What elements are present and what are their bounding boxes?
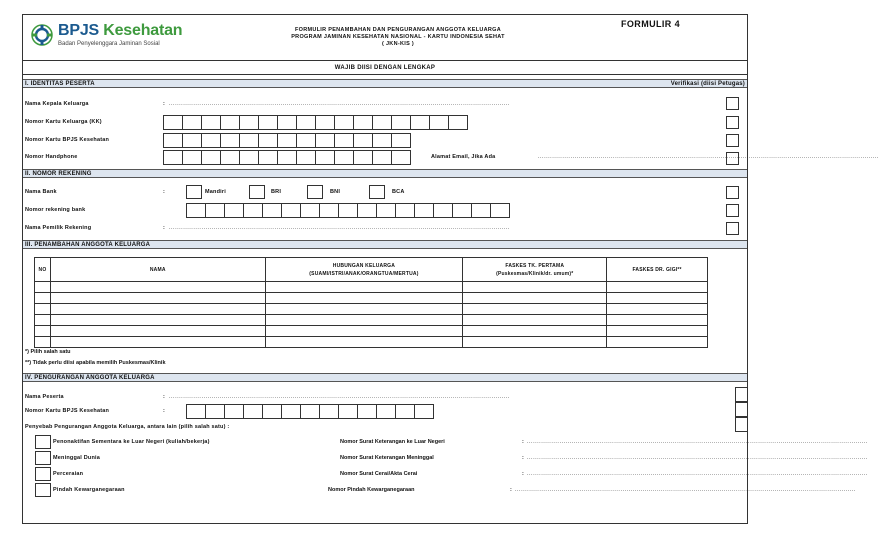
col-faskes-sub: (Puskesmas/Klinik/dr. umum)* [496,270,574,277]
label-phone: Nomor Handphone [25,154,78,160]
phone-input[interactable] [163,150,410,165]
col-nama: NAMA [50,258,265,282]
verify-checkbox-9[interactable] [735,402,748,417]
section-rekening-header [23,169,747,178]
logo-brand-kesehatan: Kesehatan [103,22,183,39]
title-line-2: PROGRAM JAMINAN KESEHATAN NASIONAL - KARTU INDONESIA SEHAT [291,34,505,40]
colon: : [510,487,513,493]
colon: : [163,101,166,107]
table-row [35,282,708,293]
table-row [35,337,708,348]
mandatory-notice: WAJIB DIISI DENGAN LENGKAP [23,61,747,75]
section-identitas-header [23,79,747,88]
bpjs-logo [31,22,181,56]
reason-divorce-doc-label: Nomor Surat Cerai/Akta Cerai [340,471,418,477]
col-hubungan-title: HUBUNGAN KELUARGA [332,262,396,269]
reason-abroad-doc-field[interactable]: ........................................................................................................................................................................ [527,439,868,445]
form-header [23,15,747,61]
col-no: NO [35,258,51,282]
reason-death-doc-label: Nomor Surat Keterangan Meninggal [340,455,434,461]
bpjs-emblem-icon [31,24,53,46]
colon: : [522,439,525,445]
colon: : [163,225,166,231]
label-bank: Nama Bank [25,189,57,195]
bank-option-bri-checkbox[interactable] [249,185,265,199]
document-title [253,27,543,48]
verify-checkbox-10[interactable] [735,417,748,432]
col-hubungan-sub: (SUAMI/ISTRI/ANAK/ORANGTUA/MERTUA) [309,270,419,277]
title-line-1: FORMULIR PENAMBAHAN DAN PENGURANGAN ANGGOTA KELUARGA [294,27,502,33]
verify-checkbox-6[interactable] [726,204,739,217]
bank-option-bca-label: BCA [392,189,405,195]
bank-option-bni-checkbox[interactable] [307,185,323,199]
section-pengurangan-title: IV. PENGURANGAN ANGGOTA KELUARGA [25,375,155,381]
verify-checkbox-1[interactable] [726,97,739,110]
label-account-owner: Nama Pemilik Rekening [25,225,92,231]
note-pick-one: *) Pilih salah satu [25,349,71,355]
col-hubungan [265,258,463,282]
logo-brand [58,22,182,40]
section-rekening-title: II. NOMOR REKENING [25,171,92,177]
logo-brand-bpjs: BPJS [58,22,99,39]
verify-checkbox-3[interactable] [726,134,739,147]
title-line-3: ( JKN-KIS ) [381,41,415,47]
col-gigi: FASKES DR. GIGI** [607,258,708,282]
reason-death-doc-field[interactable]: ........................................................................................................................................................................ [527,455,868,461]
verification-label: Verifikasi (diisi Petugas) [670,81,745,87]
table-row [35,315,708,326]
member-name-field[interactable]: ........................................................................................................................................................................ [169,394,510,400]
section-identitas-title: I. IDENTITAS PESERTA [25,81,95,87]
head-of-family-field[interactable]: ........................................................................................................................................................................ [169,101,510,107]
label-email: Alamat Email, Jika Ada [431,154,496,160]
section-pengurangan-header [23,373,747,382]
bank-option-bca-checkbox[interactable] [369,185,385,199]
form-number: FORMULIR 4 [621,19,680,29]
account-owner-field[interactable]: ........................................................................................................................................................................ [169,225,510,231]
note-dentist: **) Tidak perlu diisi apabila memilih Puskesmas/Klinik [25,360,166,366]
verify-checkbox-8[interactable] [735,387,748,402]
bpjs-card-input[interactable] [163,133,410,148]
label-member-name: Nama Peserta [25,394,64,400]
family-card-input[interactable] [163,115,467,130]
reason-divorce-label: Perceraian [53,471,84,477]
reason-death-checkbox[interactable] [35,451,51,465]
label-account-number: Nomor rekening bank [25,207,86,213]
colon: : [163,408,166,414]
bank-option-mandiri-checkbox[interactable] [186,185,202,199]
reason-citizenship-doc-field[interactable]: ........................................................................................................................................................................ [515,487,856,493]
table-row [35,326,708,337]
reason-abroad-label: Penonaktifan Sementara ke Luar Negeri (kuliah/bekerja) [53,439,210,445]
col-faskes [463,258,607,282]
reason-death-label: Meninggal Dunia [53,455,100,461]
add-members-table [34,257,708,348]
table-row [35,293,708,304]
label-bpjs-card: Nomor Kartu BPJS Kesehatan [25,137,110,143]
label-family-card: Nomor Kartu Keluarga (KK) [25,119,102,125]
label-member-bpjs-card: Nomor Kartu BPJS Kesehatan [25,408,110,414]
bank-option-mandiri-label: Mandiri [205,189,226,195]
colon: : [163,394,166,400]
verify-checkbox-7[interactable] [726,222,739,235]
reason-divorce-doc-field[interactable]: ........................................................................................................................................................................ [527,471,868,477]
colon: : [522,471,525,477]
col-faskes-title: FASKES TK. PERTAMA [505,262,565,269]
colon: : [163,189,166,195]
section-penambahan-title: III. PENAMBAHAN ANGGOTA KELUARGA [25,242,151,248]
reason-citizenship-doc-label: Nomor Pindah Kewarganegaraan [328,487,415,493]
bank-option-bri-label: BRI [271,189,282,195]
bank-option-bni-label: BNI [330,189,341,195]
label-reduction-reason: Penyebab Pengurangan Anggota Keluarga, antara lain (pilih salah satu) : [25,424,230,430]
verify-checkbox-5[interactable] [726,186,739,199]
account-number-input[interactable] [186,203,509,218]
member-bpjs-card-input[interactable] [186,404,433,419]
reason-abroad-doc-label: Nomor Surat Keterangan ke Luar Negeri [340,439,445,445]
section-penambahan-header [23,240,747,249]
colon: : [522,455,525,461]
add-members-header-row [35,258,708,282]
reason-abroad-checkbox[interactable] [35,435,51,449]
email-field[interactable]: ........................................................................................................................................................................ [538,154,879,160]
table-row [35,304,708,315]
reason-citizenship-label: Pindah Kewarganegaraan [53,487,125,493]
logo-subtitle: Badan Penyelenggara Jaminan Sosial [58,41,160,47]
verify-checkbox-2[interactable] [726,116,739,129]
verify-checkbox-4[interactable] [726,152,739,165]
reason-divorce-checkbox[interactable] [35,467,51,481]
form-frame [22,14,879,524]
reason-citizenship-checkbox[interactable] [35,483,51,497]
label-head-of-family: Nama Kepala Keluarga [25,101,89,107]
